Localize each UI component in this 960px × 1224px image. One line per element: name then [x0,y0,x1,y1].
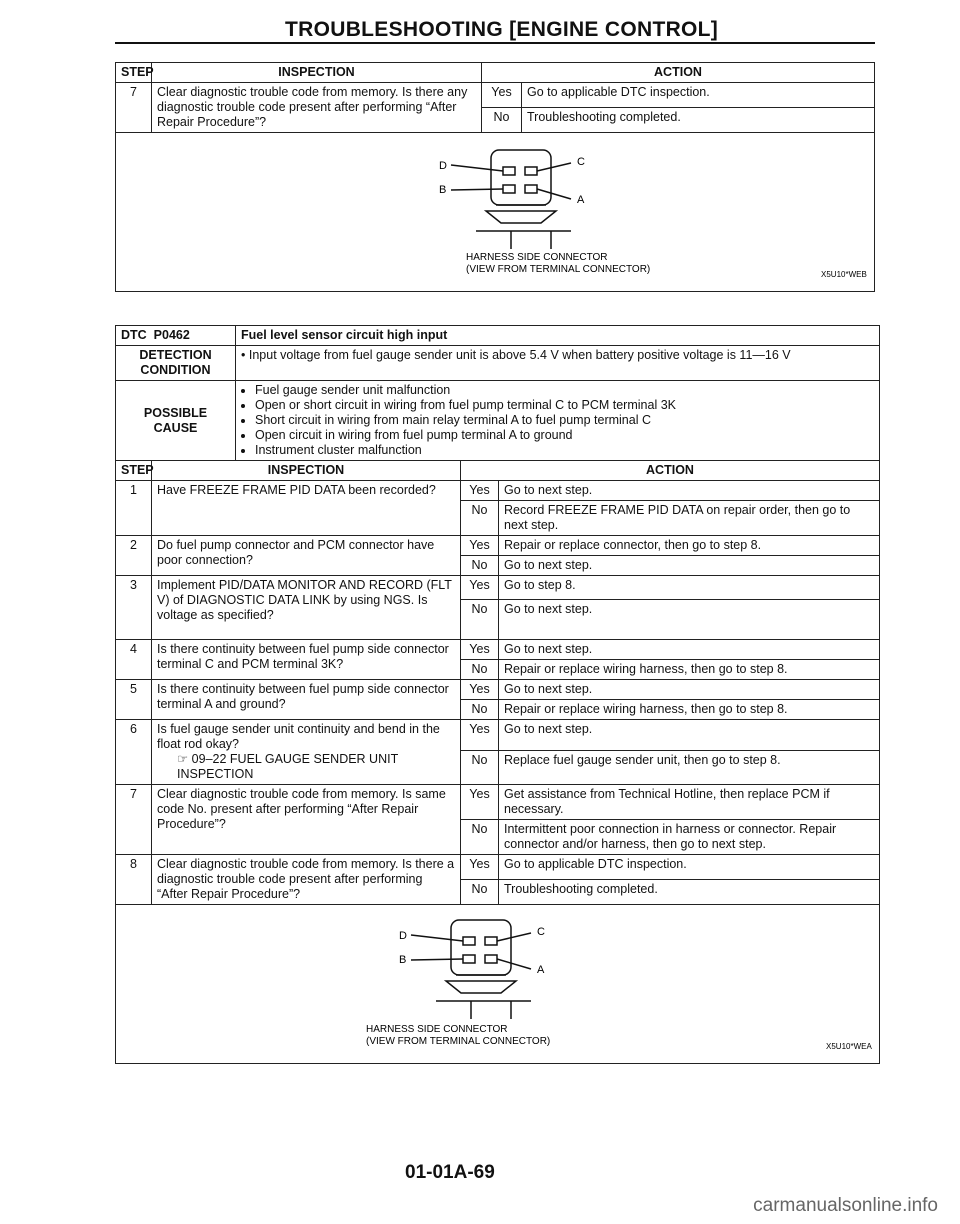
no-action: Repair or replace wiring harness, then go to step 8. [499,700,880,720]
no-label: No [461,880,499,905]
terminal-b [463,955,475,963]
yes-action: Go to next step. [499,640,880,660]
diagram-label-c: C [577,156,585,168]
yes-label: Yes [461,680,499,700]
diagram-label-d: D [439,160,447,172]
no-label: No [461,751,499,785]
detection-text: • Input voltage from fuel gauge sender unit is above 5.4 V when battery positive voltage is 11—16 V [236,346,880,381]
no-label: No [461,700,499,720]
step-inspection: Clear diagnostic trouble code from memory. Is there any diagnostic trouble code present after performing “After Repair Procedure”? [152,83,482,133]
terminal-a [485,955,497,963]
detection-label: DETECTION CONDITION [116,346,236,381]
no-action: Troubleshooting completed. [522,108,875,133]
possible-cause-label: POSSIBLE CAUSE [116,381,236,461]
yes-action: Go to applicable DTC inspection. [522,83,875,108]
header-step: STEP [116,461,152,481]
no-label: No [482,108,522,133]
no-label: No [461,820,499,855]
header-action: ACTION [482,63,875,83]
terminal-b [503,185,515,193]
diagram-caption-2: (VIEW FROM TERMINAL CONNECTOR) [466,264,651,275]
reference-link: ☞ 09–22 FUEL GAUGE SENDER UNIT INSPECTION [177,752,398,781]
connector-diagram [121,135,869,285]
step-inspection: Do fuel pump connector and PCM connector have poor connection? [152,536,461,576]
connector-diagram-cell [116,905,880,1064]
diagram-label-b: B [399,954,407,966]
terminal-d [463,937,475,945]
page-title: TROUBLESHOOTING [ENGINE CONTROL] [285,18,719,41]
diagram-label-d: D [399,930,407,942]
yes-action: Go to applicable DTC inspection. [499,855,880,880]
dtc-table [115,325,880,1064]
yes-label: Yes [461,536,499,556]
diagram-code: X5U10*WEA [826,1042,872,1051]
yes-action: Get assistance from Technical Hotline, then replace PCM if necessary. [499,785,880,820]
diagram-caption-1: HARNESS SIDE CONNECTOR [466,252,608,263]
terminal-a [525,185,537,193]
no-action: Record FREEZE FRAME PID DATA on repair order, then go to next step. [499,501,880,536]
step-number: 3 [116,576,152,640]
no-action: Go to next step. [499,600,880,640]
step-number: 7 [116,83,152,133]
no-action: Repair or replace wiring harness, then go to step 8. [499,660,880,680]
header-inspection: INSPECTION [152,63,482,83]
cause-item: • Open or short circuit in wiring from fuel pump terminal C to PCM terminal 3K [255,398,874,413]
step-number: 4 [116,640,152,680]
dtc-label: DTC [121,328,147,342]
step-inspection: Have FREEZE FRAME PID DATA been recorded? [152,481,461,536]
terminal-d [503,167,515,175]
step-number: 5 [116,680,152,720]
yes-label: Yes [461,576,499,600]
cause-item: • Open circuit in wiring from fuel pump terminal A to ground [255,428,874,443]
terminal-c [525,167,537,175]
page-number: 01-01A-69 [405,1162,495,1183]
yes-label: Yes [461,855,499,880]
no-action: Intermittent poor connection in harness or connector. Repair connector and/or harness, then go to next step. [499,820,880,855]
dtc-code: P0462 [153,328,190,342]
no-label: No [461,501,499,536]
step-number: 7 [116,785,152,855]
step-inspection: Is there continuity between fuel pump side connector terminal C and PCM terminal 3K? [152,640,461,680]
yes-action: Repair or replace connector, then go to step 8. [499,536,880,556]
yes-action: Go to step 8. [499,576,880,600]
yes-label: Yes [461,785,499,820]
step-number: 1 [116,481,152,536]
step-number: 2 [116,536,152,576]
watermark: carmanualsonline.info [753,1195,938,1216]
title-rule [115,42,875,44]
connector-diagram-cell [116,133,875,292]
no-label: No [461,600,499,640]
yes-label: Yes [461,720,499,751]
step-inspection: Is there continuity between fuel pump side connector terminal A and ground? [152,680,461,720]
diagram-label-a: A [537,964,545,976]
yes-action: Go to next step. [499,481,880,501]
no-action: Troubleshooting completed. [499,880,880,905]
diagram-label-b: B [439,184,447,196]
dtc-description: Fuel level sensor circuit high input [236,326,880,346]
connector-body [491,150,551,205]
yes-action: Go to next step. [499,680,880,700]
step-number: 8 [116,855,152,905]
diagram-label-a: A [577,194,585,206]
yes-label: Yes [461,640,499,660]
header-inspection: INSPECTION [152,461,461,481]
terminal-c [485,937,497,945]
cause-item: • Short circuit in wiring from main relay terminal A to fuel pump terminal C [255,413,874,428]
no-action: Go to next step. [499,556,880,576]
cause-item: • Instrument cluster malfunction [255,443,874,458]
step-inspection: Implement PID/DATA MONITOR AND RECORD (FLT V) of DIAGNOSTIC DATA LINK by using NGS. Is voltage as specified? [152,576,461,640]
diagram-caption-2: (VIEW FROM TERMINAL CONNECTOR) [366,1036,551,1047]
possible-cause-list [236,381,880,461]
cause-item: • Fuel gauge sender unit malfunction [255,383,874,398]
no-label: No [461,556,499,576]
step-inspection: Clear diagnostic trouble code from memory. Is there a diagnostic trouble code present after performing “After Repair Procedure”? [152,855,461,905]
step-number: 6 [116,720,152,785]
header-step: STEP [116,63,152,83]
dtc-code-cell [116,326,236,346]
step-inspection: Is fuel gauge sender unit continuity and bend in the float rod okay? ☞ 09–22 FUEL GAUGE SENDER UNIT INSPECTION [152,720,461,785]
step-table-top [115,62,875,292]
step-inspection: Clear diagnostic trouble code from memory. Is same code No. present after performing “After Repair Procedure”? [152,785,461,855]
no-label: No [461,660,499,680]
connector-diagram [121,907,874,1057]
yes-action: Go to next step. [499,720,880,751]
diagram-label-c: C [537,926,545,938]
header-action: ACTION [461,461,880,481]
yes-label: Yes [482,83,522,108]
connector-body [451,920,511,975]
yes-label: Yes [461,481,499,501]
no-action: Replace fuel gauge sender unit, then go to step 8. [499,751,880,785]
diagram-code: X5U10*WEB [821,270,867,279]
diagram-caption-1: HARNESS SIDE CONNECTOR [366,1024,508,1035]
